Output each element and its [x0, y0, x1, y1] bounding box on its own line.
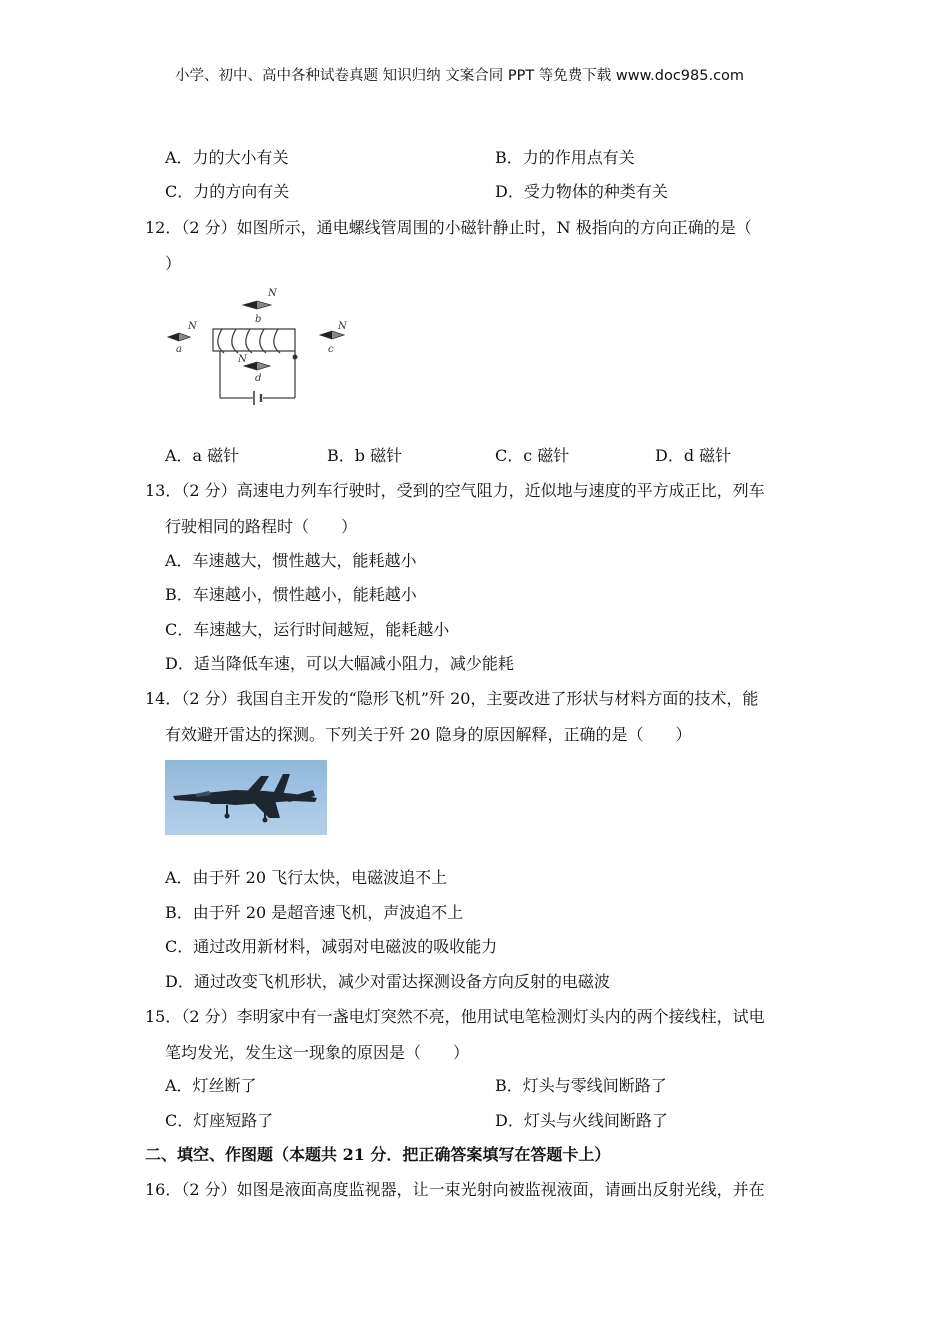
q11-option-a: A．力的大小有关: [165, 148, 289, 167]
label-n-a: N: [188, 321, 197, 332]
q12-option-b: B．b 磁针: [327, 446, 403, 465]
q13-option-b: B．车速越小，惯性越小，能耗越小: [165, 585, 417, 604]
q12-option-d: D．d 磁针: [655, 446, 732, 465]
label-a: a: [176, 344, 182, 355]
q14-stem-line2: 有效避开雷达的探测。下列关于歼 20 隐身的原因解释，正确的是（ ）: [165, 725, 692, 744]
q15-stem-line1: 15．（2 分）李明家中有一盏电灯突然不亮，他用试电笔检测灯头内的两个接线柱，试电: [145, 1007, 765, 1026]
section-2-heading: 二、填空、作图题（本题共 21 分．把正确答案填写在答题卡上）: [145, 1145, 611, 1164]
q14-stem-line1: 14．（2 分）我国自主开发的“隐形飞机”歼 20，主要改进了形状与材料方面的技术，能: [145, 689, 759, 708]
q14-option-a: A．由于歼 20 飞行太快，电磁波追不上: [165, 868, 448, 887]
q13-option-d: D．适当降低车速，可以大幅减小阻力，减少能耗: [165, 654, 514, 673]
q13-option-c: C．车速越大，运行时间越短，能耗越小: [165, 620, 450, 639]
q13-stem-line2: 行驶相同的路程时（ ）: [165, 517, 358, 536]
q12-option-a: A．a 磁针: [165, 446, 240, 465]
q15-option-b: B．灯头与零线间断路了: [495, 1076, 667, 1095]
q12-stem-line2: ）: [165, 254, 182, 273]
solenoid-diagram: [160, 285, 360, 410]
q11-option-d: D．受力物体的种类有关: [495, 182, 668, 201]
q13-option-a: A．车速越大，惯性越大，能耗越小: [165, 551, 417, 570]
q13-stem-line1: 13．（2 分）高速电力列车行驶时，受到的空气阻力，近似地与速度的平方成正比，列车: [145, 481, 765, 500]
label-n-c: N: [338, 321, 347, 332]
label-d: d: [255, 373, 262, 384]
q12-option-c: C．c 磁针: [495, 446, 570, 465]
q14-option-c: C．通过改用新材料，减弱对电磁波的吸收能力: [165, 937, 498, 956]
label-c: c: [328, 344, 334, 355]
q15-option-d: D．灯头与火线间断路了: [495, 1111, 668, 1130]
q15-option-a: A．灯丝断了: [165, 1076, 257, 1095]
q15-option-c: C．灯座短路了: [165, 1111, 274, 1130]
q11-option-c: C．力的方向有关: [165, 182, 290, 201]
stealth-fighter-photo: [165, 760, 327, 835]
page-header: 小学、初中、高中各种试卷真题 知识归纳 文案合同 PPT 等免费下载 www.doc985.com: [175, 68, 745, 84]
q12-stem-line1: 12．（2 分）如图所示，通电螺线管周围的小磁针静止时，N 极指向的方向正确的是（: [145, 218, 752, 237]
label-b: b: [255, 314, 262, 325]
q16-stem-line1: 16．（2 分）如图是液面高度监视器，让一束光射向被监视液面，请画出反射光线，并在: [145, 1180, 765, 1199]
q14-option-b: B．由于歼 20 是超音速飞机，声波追不上: [165, 903, 464, 922]
q14-option-d: D．通过改变飞机形状，减少对雷达探测设备方向反射的电磁波: [165, 972, 610, 991]
q11-option-b: B．力的作用点有关: [495, 148, 635, 167]
label-n-b: N: [268, 288, 277, 299]
label-n-d: N: [238, 354, 247, 365]
q15-stem-line2: 笔均发光，发生这一现象的原因是（ ）: [165, 1043, 470, 1062]
